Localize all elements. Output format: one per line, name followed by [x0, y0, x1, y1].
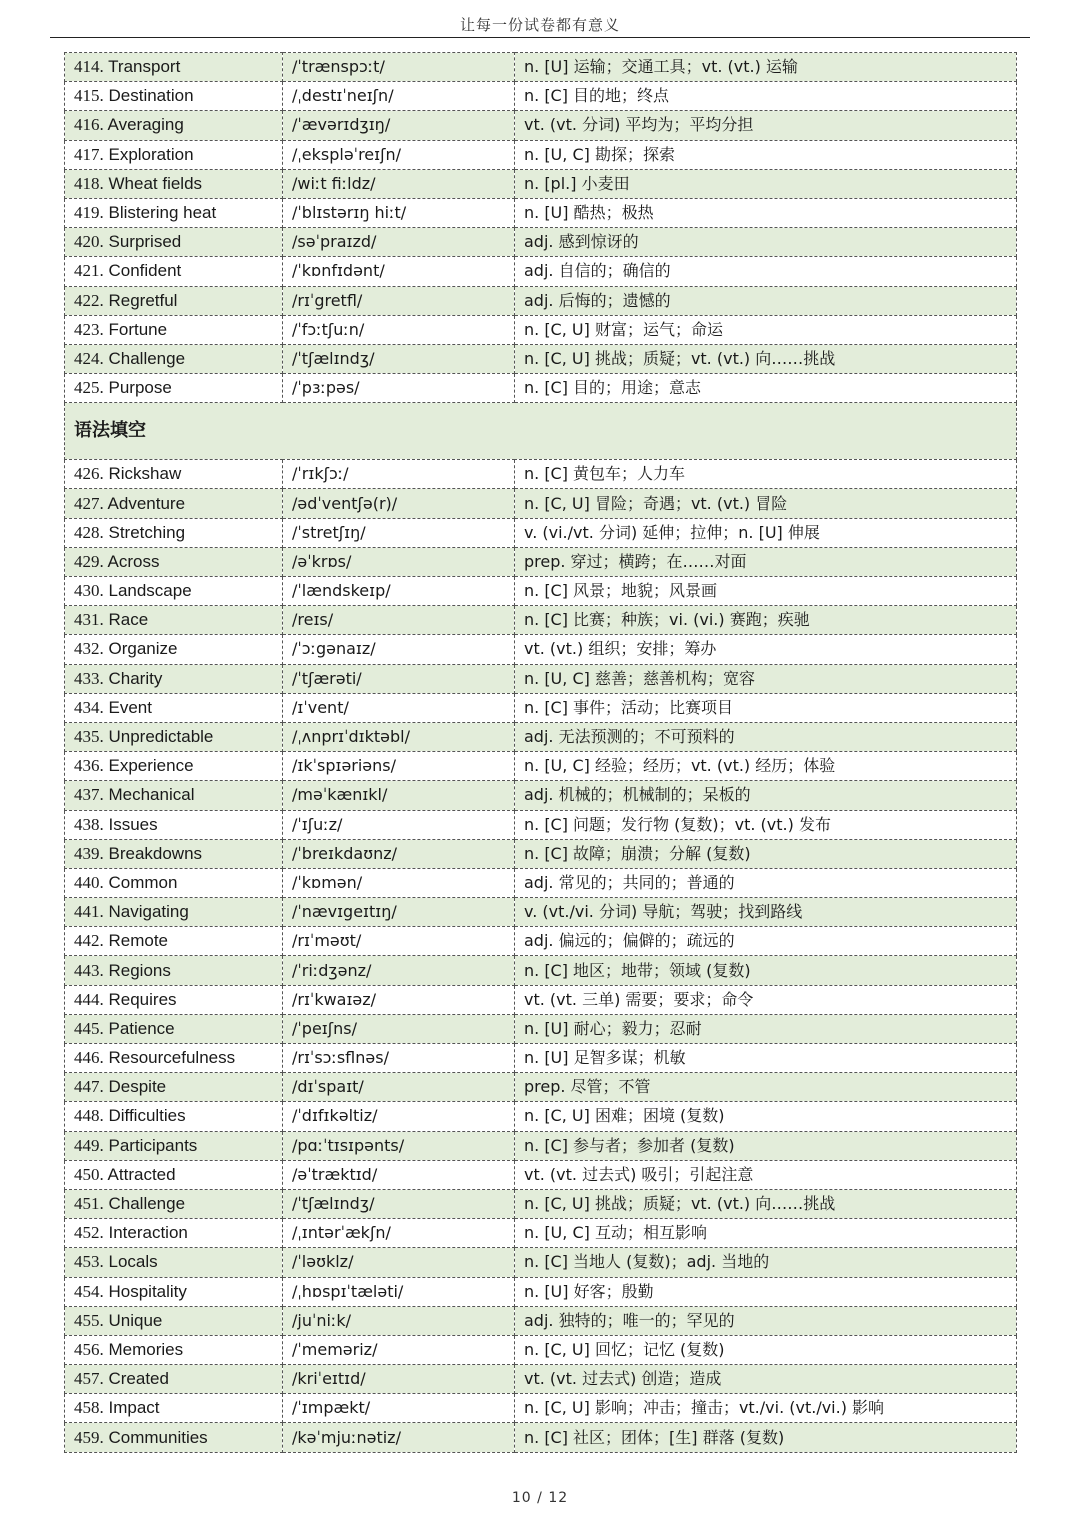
meaning-cell: vt. (vt. 三单) 需要；要求；命令 — [515, 985, 1017, 1014]
pronunciation-cell: /ˌdestɪˈneɪʃn/ — [283, 82, 515, 111]
entry-number: 450. — [74, 1164, 104, 1184]
table-row — [65, 140, 1017, 169]
pronunciation-cell: /ˌʌnprɪˈdɪktəbl/ — [283, 722, 515, 751]
pronunciation-cell: /ˈɪʃuːz/ — [283, 810, 515, 839]
word-cell — [65, 664, 283, 693]
meaning-cell: n. [U] 足智多谋；机敏 — [515, 1044, 1017, 1073]
pronunciation-cell: /kəˈmjuːnətiz/ — [283, 1423, 515, 1452]
meaning-cell: n. [C] 地区；地带；领域 (复数) — [515, 956, 1017, 985]
entry-number: 452. — [74, 1223, 104, 1243]
pronunciation-cell: /rɪˈgretfl/ — [283, 286, 515, 315]
meaning-cell: n. [C] 故障；崩溃；分解 (复数) — [515, 839, 1017, 868]
word-cell — [65, 927, 283, 956]
meaning-cell: adj. 后悔的；遗憾的 — [515, 286, 1017, 315]
section-heading-row — [65, 403, 1017, 460]
entry-word: Purpose — [108, 378, 172, 398]
entry-word: Regions — [108, 960, 171, 980]
entry-word: Mechanical — [108, 785, 195, 805]
meaning-cell: n. [C, U] 困难；困境 (复数) — [515, 1102, 1017, 1131]
pronunciation-cell: /əˈtræktɪd/ — [283, 1160, 515, 1189]
table-row — [65, 286, 1017, 315]
pronunciation-cell: /pɑːˈtɪsɪpənts/ — [283, 1131, 515, 1160]
entry-number: 437. — [74, 785, 104, 805]
meaning-cell: vt. (vt.) 组织；安排；筹办 — [515, 635, 1017, 664]
table-row — [65, 374, 1017, 403]
pronunciation-cell: /ˈtrænspɔːt/ — [283, 53, 515, 82]
header-divider — [50, 37, 1030, 38]
entry-number: 447. — [74, 1077, 104, 1097]
entry-number: 446. — [74, 1048, 104, 1068]
table-row — [65, 169, 1017, 198]
pronunciation-cell: /ɪˈvent/ — [283, 693, 515, 722]
table-row — [65, 1189, 1017, 1218]
entry-number: 422. — [74, 290, 104, 310]
pronunciation-cell: /rɪˈməʊt/ — [283, 927, 515, 956]
table-row — [65, 460, 1017, 489]
section-heading: 语法填空 — [65, 403, 1017, 460]
entry-number: 454. — [74, 1281, 104, 1301]
meaning-cell: adj. 独特的；唯一的；罕见的 — [515, 1306, 1017, 1335]
meaning-cell: n. [pl.] 小麦田 — [515, 169, 1017, 198]
word-cell — [65, 1277, 283, 1306]
entry-word: Unique — [108, 1310, 163, 1330]
meaning-cell: n. [U] 酷热；极热 — [515, 198, 1017, 227]
word-cell — [65, 839, 283, 868]
entry-number: 433. — [74, 668, 104, 688]
word-cell — [65, 1102, 283, 1131]
pronunciation-cell: /ˈrɪkʃɔː/ — [283, 460, 515, 489]
entry-number: 415. — [74, 86, 104, 106]
meaning-cell: vt. (vt. 过去式) 创造；造成 — [515, 1365, 1017, 1394]
entry-word: Rickshaw — [108, 464, 182, 484]
table-row — [65, 839, 1017, 868]
table-row — [65, 1102, 1017, 1131]
entry-number: 425. — [74, 378, 104, 398]
word-cell — [65, 257, 283, 286]
meaning-cell: n. [U] 运输；交通工具；vt. (vt.) 运输 — [515, 53, 1017, 82]
entry-number: 456. — [74, 1339, 104, 1359]
table-row — [65, 810, 1017, 839]
entry-word: Wheat fields — [108, 173, 203, 193]
table-row — [65, 722, 1017, 751]
table-row — [65, 898, 1017, 927]
word-cell — [65, 169, 283, 198]
pronunciation-cell: /dɪˈspaɪt/ — [283, 1073, 515, 1102]
word-cell — [65, 1044, 283, 1073]
word-cell — [65, 140, 283, 169]
word-cell — [65, 1394, 283, 1423]
meaning-cell: prep. 穿过；横跨；在……对面 — [515, 547, 1017, 576]
entry-word: Challenge — [108, 1194, 186, 1214]
entry-word: Common — [108, 872, 178, 892]
meaning-cell: n. [C] 目的；用途；意志 — [515, 374, 1017, 403]
table-row — [65, 1044, 1017, 1073]
entry-number: 435. — [74, 727, 104, 747]
word-cell — [65, 810, 283, 839]
table-row — [65, 344, 1017, 373]
word-cell — [65, 1423, 283, 1452]
table-row — [65, 577, 1017, 606]
word-cell — [65, 198, 283, 227]
word-cell — [65, 1131, 283, 1160]
table-row — [65, 1073, 1017, 1102]
word-cell — [65, 489, 283, 518]
entry-number: 434. — [74, 697, 104, 717]
pronunciation-cell: /ˈbreɪkdaʊnz/ — [283, 839, 515, 868]
word-cell — [65, 693, 283, 722]
entry-word: Locals — [108, 1252, 158, 1272]
pronunciation-cell: /ˈtʃælɪndʒ/ — [283, 1189, 515, 1218]
page-header-title: 让每一份试卷都有意义 — [459, 16, 620, 34]
entry-number: 436. — [74, 756, 104, 776]
table-row — [65, 752, 1017, 781]
pronunciation-cell: /ˈlændskeɪp/ — [283, 577, 515, 606]
entry-number: 451. — [74, 1194, 104, 1214]
entry-word: Remote — [108, 931, 169, 951]
table-row — [65, 664, 1017, 693]
table-row — [65, 927, 1017, 956]
word-cell — [65, 1306, 283, 1335]
entry-number: 453. — [74, 1252, 104, 1272]
entry-number: 423. — [74, 319, 104, 339]
entry-number: 449. — [74, 1135, 104, 1155]
entry-word: Attracted — [107, 1164, 176, 1184]
word-cell — [65, 1335, 283, 1364]
entry-word: Landscape — [108, 581, 192, 601]
table-row — [65, 1248, 1017, 1277]
entry-number: 430. — [74, 581, 104, 601]
entry-word: Navigating — [108, 902, 189, 922]
word-cell — [65, 344, 283, 373]
entry-word: Event — [108, 697, 152, 717]
pronunciation-cell: /ədˈventʃə(r)/ — [283, 489, 515, 518]
word-cell — [65, 606, 283, 635]
word-cell — [65, 1248, 283, 1277]
entry-number: 427. — [74, 493, 104, 513]
pronunciation-cell: /juˈniːk/ — [283, 1306, 515, 1335]
meaning-cell: n. [C, U] 冒险；奇遇；vt. (vt.) 冒险 — [515, 489, 1017, 518]
entry-number: 416. — [74, 115, 104, 135]
table-row — [65, 1277, 1017, 1306]
entry-number: 444. — [74, 989, 104, 1009]
meaning-cell: adj. 常见的；共同的；普通的 — [515, 868, 1017, 897]
word-cell — [65, 460, 283, 489]
pronunciation-cell: /ˈpɜːpəs/ — [283, 374, 515, 403]
entry-word: Communities — [108, 1427, 208, 1447]
word-cell — [65, 1365, 283, 1394]
word-cell — [65, 956, 283, 985]
current-page: 10 — [511, 1490, 532, 1506]
word-cell — [65, 752, 283, 781]
meaning-cell: n. [C, U] 挑战；质疑；vt. (vt.) 向……挑战 — [515, 344, 1017, 373]
table-row — [65, 489, 1017, 518]
table-row — [65, 1423, 1017, 1452]
pronunciation-cell: /ˈblɪstərɪŋ hiːt/ — [283, 198, 515, 227]
pronunciation-cell: /rɪˈsɔːsflnəs/ — [283, 1044, 515, 1073]
entry-word: Blistering heat — [108, 203, 217, 223]
entry-word: Confident — [108, 261, 182, 281]
meaning-cell: n. [U] 好客；殷勤 — [515, 1277, 1017, 1306]
table-row — [65, 1131, 1017, 1160]
meaning-cell: n. [C] 比赛；种族；vi. (vi.) 赛跑；疾驰 — [515, 606, 1017, 635]
table-row — [65, 985, 1017, 1014]
word-cell — [65, 374, 283, 403]
meaning-cell: v. (vi./vt. 分词) 延伸；拉伸；n. [U] 伸展 — [515, 518, 1017, 547]
pronunciation-cell: /ˈkɒnfɪdənt/ — [283, 257, 515, 286]
pronunciation-cell: /ˈtʃærəti/ — [283, 664, 515, 693]
page-number — [0, 1490, 1080, 1506]
entry-word: Despite — [108, 1077, 167, 1097]
table-row — [65, 1219, 1017, 1248]
entry-number: 457. — [74, 1369, 104, 1389]
entry-word: Across — [107, 551, 160, 571]
meaning-cell: vt. (vt. 过去式) 吸引；引起注意 — [515, 1160, 1017, 1189]
entry-word: Resourcefulness — [108, 1048, 236, 1068]
entry-word: Hospitality — [108, 1281, 187, 1301]
entry-number: 421. — [74, 261, 104, 281]
word-cell — [65, 1160, 283, 1189]
meaning-cell: n. [C] 黄包车；人力车 — [515, 460, 1017, 489]
pronunciation-cell: /ˌɪntərˈækʃn/ — [283, 1219, 515, 1248]
pronunciation-cell: /ɪkˈspɪəriəns/ — [283, 752, 515, 781]
meaning-cell: n. [C, U] 影响；冲击；撞击；vt./vi. (vt./vi.) 影响 — [515, 1394, 1017, 1423]
table-row — [65, 228, 1017, 257]
word-cell — [65, 1073, 283, 1102]
entry-number: 426. — [74, 464, 104, 484]
entry-number: 440. — [74, 872, 104, 892]
word-cell — [65, 781, 283, 810]
pronunciation-cell: /ˌekspləˈreɪʃn/ — [283, 140, 515, 169]
table-row — [65, 315, 1017, 344]
entry-word: Experience — [108, 756, 194, 776]
meaning-cell: adj. 自信的；确信的 — [515, 257, 1017, 286]
meaning-cell: adj. 感到惊讶的 — [515, 228, 1017, 257]
entry-word: Requires — [108, 989, 177, 1009]
entry-number: 438. — [74, 814, 104, 834]
entry-number: 428. — [74, 522, 104, 542]
pronunciation-cell: /ˈpeɪʃns/ — [283, 1014, 515, 1043]
entry-word: Organize — [108, 639, 178, 659]
word-cell — [65, 1219, 283, 1248]
word-cell — [65, 635, 283, 664]
entry-number: 455. — [74, 1310, 104, 1330]
entry-number: 441. — [74, 902, 104, 922]
meaning-cell: adj. 机械的；机械制的；呆板的 — [515, 781, 1017, 810]
entry-word: Averaging — [107, 115, 184, 135]
word-cell — [65, 1014, 283, 1043]
meaning-cell: n. [C] 风景；地貌；风景画 — [515, 577, 1017, 606]
word-cell — [65, 868, 283, 897]
meaning-cell: n. [C] 问题；发行物 (复数)；vt. (vt.) 发布 — [515, 810, 1017, 839]
meaning-cell: n. [C] 事件；活动；比赛项目 — [515, 693, 1017, 722]
table-row — [65, 868, 1017, 897]
entry-number: 419. — [74, 203, 104, 223]
entry-word: Difficulties — [108, 1106, 186, 1126]
entry-word: Challenge — [108, 348, 186, 368]
entry-number: 418. — [74, 173, 104, 193]
pronunciation-cell: /ˈtʃælɪndʒ/ — [283, 344, 515, 373]
entry-word: Interaction — [108, 1223, 188, 1243]
entry-number: 458. — [74, 1398, 104, 1418]
meaning-cell: n. [C] 当地人 (复数)；adj. 当地的 — [515, 1248, 1017, 1277]
table-row — [65, 257, 1017, 286]
pronunciation-cell: /ˈləʊklz/ — [283, 1248, 515, 1277]
word-cell — [65, 111, 283, 140]
entry-word: Destination — [108, 86, 194, 106]
meaning-cell: n. [U, C] 互动；相互影响 — [515, 1219, 1017, 1248]
pronunciation-cell: /ˈævərɪdʒɪŋ/ — [283, 111, 515, 140]
word-cell — [65, 228, 283, 257]
word-cell — [65, 577, 283, 606]
meaning-cell: v. (vt./vi. 分词) 导航；驾驶；找到路线 — [515, 898, 1017, 927]
pronunciation-cell: /ˈɪmpækt/ — [283, 1394, 515, 1423]
table-row — [65, 53, 1017, 82]
word-cell — [65, 518, 283, 547]
entry-word: Unpredictable — [108, 727, 214, 747]
meaning-cell: n. [C] 社区；团体；[生] 群落 (复数) — [515, 1423, 1017, 1452]
entry-number: 414. — [74, 57, 104, 77]
table-row — [65, 1394, 1017, 1423]
entry-word: Surprised — [108, 232, 182, 252]
vocabulary-table — [64, 52, 1017, 1453]
pronunciation-cell: /reɪs/ — [283, 606, 515, 635]
pronunciation-cell: /ˈmeməriz/ — [283, 1335, 515, 1364]
meaning-cell: n. [U, C] 经验；经历；vt. (vt.) 经历；体验 — [515, 752, 1017, 781]
entry-number: 442. — [74, 931, 104, 951]
entry-word: Adventure — [107, 493, 186, 513]
table-row — [65, 781, 1017, 810]
word-cell — [65, 53, 283, 82]
meaning-cell: prep. 尽管；不管 — [515, 1073, 1017, 1102]
entry-word: Patience — [108, 1018, 175, 1038]
entry-number: 417. — [74, 144, 104, 164]
word-cell — [65, 898, 283, 927]
meaning-cell: adj. 偏远的；偏僻的；疏远的 — [515, 927, 1017, 956]
table-row — [65, 606, 1017, 635]
entry-word: Created — [108, 1369, 169, 1389]
entry-number: 445. — [74, 1018, 104, 1038]
pronunciation-cell: /ˈstretʃɪŋ/ — [283, 518, 515, 547]
entry-number: 432. — [74, 639, 104, 659]
word-cell — [65, 1189, 283, 1218]
word-cell — [65, 82, 283, 111]
pronunciation-cell: /ˈɔːgənaɪz/ — [283, 635, 515, 664]
table-row — [65, 635, 1017, 664]
word-cell — [65, 547, 283, 576]
entry-word: Exploration — [108, 144, 194, 164]
entry-number: 429. — [74, 551, 104, 571]
meaning-cell: n. [C, U] 回忆；记忆 (复数) — [515, 1335, 1017, 1364]
pronunciation-cell: /əˈkrɒs/ — [283, 547, 515, 576]
table-row — [65, 1335, 1017, 1364]
entry-number: 420. — [74, 232, 104, 252]
meaning-cell: n. [C, U] 挑战；质疑；vt. (vt.) 向……挑战 — [515, 1189, 1017, 1218]
word-cell — [65, 315, 283, 344]
table-row — [65, 82, 1017, 111]
entry-number: 448. — [74, 1106, 104, 1126]
entry-word: Memories — [108, 1339, 184, 1359]
table-row — [65, 1306, 1017, 1335]
entry-number: 431. — [74, 610, 104, 630]
pronunciation-cell: /kriˈeɪtɪd/ — [283, 1365, 515, 1394]
pronunciation-cell: /wiːt fiːldz/ — [283, 169, 515, 198]
table-row — [65, 547, 1017, 576]
pronunciation-cell: /ˈriːdʒənz/ — [283, 956, 515, 985]
entry-number: 459. — [74, 1427, 104, 1447]
meaning-cell: n. [C] 目的地；终点 — [515, 82, 1017, 111]
meaning-cell: n. [U, C] 慈善；慈善机构；宽容 — [515, 664, 1017, 693]
word-cell — [65, 722, 283, 751]
word-cell — [65, 286, 283, 315]
pronunciation-cell: /ˌhɒspɪˈtæləti/ — [283, 1277, 515, 1306]
table-row — [65, 111, 1017, 140]
entry-word: Transport — [108, 57, 181, 77]
table-row — [65, 1160, 1017, 1189]
meaning-cell: n. [C] 参与者；参加者 (复数) — [515, 1131, 1017, 1160]
pronunciation-cell: /rɪˈkwaɪəz/ — [283, 985, 515, 1014]
entry-word: Fortune — [108, 319, 168, 339]
table-row — [65, 1365, 1017, 1394]
entry-word: Regretful — [108, 290, 178, 310]
entry-number: 439. — [74, 843, 104, 863]
entry-word: Breakdowns — [108, 843, 203, 863]
pronunciation-cell: /ˈkɒmən/ — [283, 868, 515, 897]
entry-number: 443. — [74, 960, 104, 980]
page-separator: / — [537, 1490, 543, 1506]
entry-number: 424. — [74, 348, 104, 368]
meaning-cell: n. [C, U] 财富；运气；命运 — [515, 315, 1017, 344]
meaning-cell: adj. 无法预测的；不可预料的 — [515, 722, 1017, 751]
entry-word: Participants — [108, 1135, 198, 1155]
table-row — [65, 693, 1017, 722]
table-row — [65, 956, 1017, 985]
entry-word: Impact — [108, 1398, 160, 1418]
pronunciation-cell: /ˈfɔːtʃuːn/ — [283, 315, 515, 344]
meaning-cell: vt. (vt. 分词) 平均为；平均分担 — [515, 111, 1017, 140]
pronunciation-cell: /ˈdɪfɪkəltiz/ — [283, 1102, 515, 1131]
pronunciation-cell: /məˈkænɪkl/ — [283, 781, 515, 810]
total-pages: 12 — [548, 1490, 569, 1506]
table-row — [65, 518, 1017, 547]
entry-word: Issues — [108, 814, 158, 834]
table-row — [65, 1014, 1017, 1043]
entry-word: Race — [108, 610, 149, 630]
entry-word: Charity — [108, 668, 163, 688]
meaning-cell: n. [U, C] 勘探；探索 — [515, 140, 1017, 169]
pronunciation-cell: /ˈnævɪgeɪtɪŋ/ — [283, 898, 515, 927]
table-row — [65, 198, 1017, 227]
word-cell — [65, 985, 283, 1014]
meaning-cell: n. [U] 耐心；毅力；忍耐 — [515, 1014, 1017, 1043]
pronunciation-cell: /səˈpraɪzd/ — [283, 228, 515, 257]
entry-word: Stretching — [108, 522, 186, 542]
